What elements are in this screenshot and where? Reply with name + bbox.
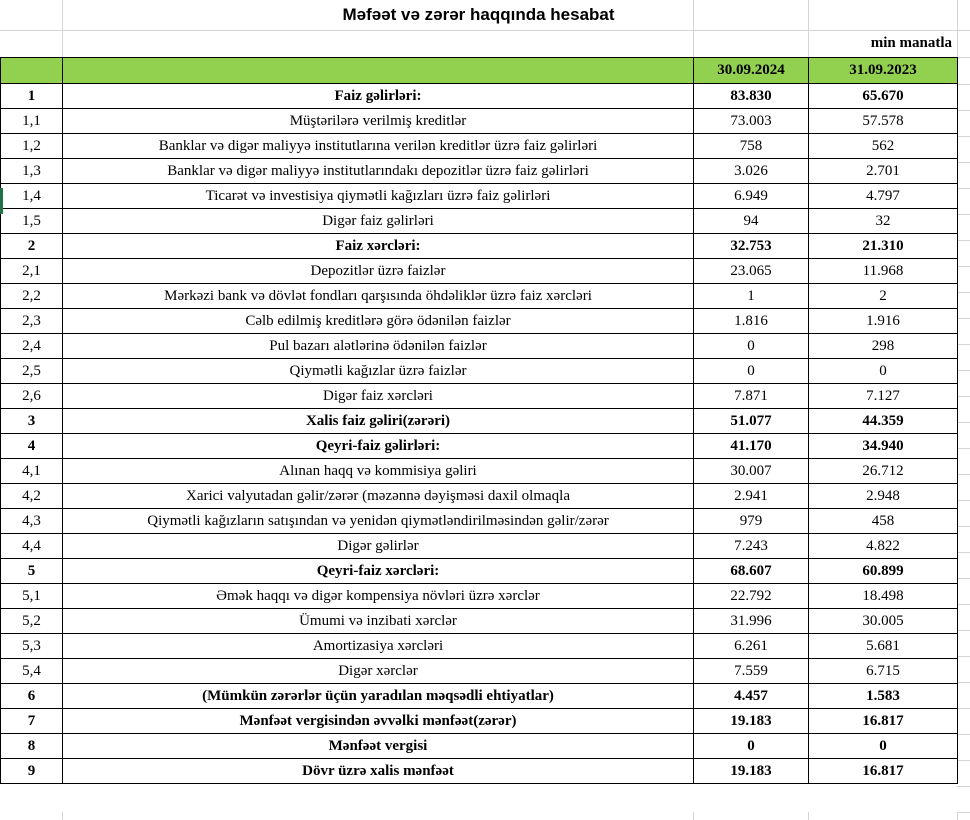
- row-number-cell[interactable]: 2,2: [1, 284, 63, 309]
- table-row: [1, 159, 958, 184]
- value-2024-cell[interactable]: 979: [694, 509, 809, 534]
- value-2023-cell[interactable]: 7.127: [809, 384, 958, 409]
- table-row: [1, 684, 958, 709]
- row-number-cell[interactable]: 5,2: [1, 609, 63, 634]
- table-row: [1, 734, 958, 759]
- row-label-cell[interactable]: Dövr üzrə xalis mənfəət: [63, 759, 694, 784]
- selected-cell-indicator: [0, 188, 3, 214]
- row-label-cell[interactable]: Müştərilərə verilmiş kreditlər: [63, 109, 694, 134]
- row-number-cell[interactable]: 1: [1, 84, 63, 109]
- row-number-cell[interactable]: 2,6: [1, 384, 63, 409]
- value-2024-cell[interactable]: 1: [694, 284, 809, 309]
- row-label-cell[interactable]: Cəlb edilmiş kreditlərə görə ödənilən faizlər: [63, 309, 694, 334]
- value-2024-cell[interactable]: 51.077: [694, 409, 809, 434]
- row-number-cell[interactable]: 3: [1, 409, 63, 434]
- value-2023-cell[interactable]: 2.701: [809, 159, 958, 184]
- gridline: [808, 812, 809, 820]
- header-blank-num-cell[interactable]: [1, 58, 63, 84]
- table-row: [1, 759, 958, 784]
- header-date-2024-cell[interactable]: 30.09.2024: [694, 58, 809, 84]
- value-2024-cell[interactable]: 4.457: [694, 684, 809, 709]
- table-row: [1, 334, 958, 359]
- row-number-cell[interactable]: 1,5: [1, 209, 63, 234]
- row-number-cell[interactable]: 2,3: [1, 309, 63, 334]
- table-row: [1, 309, 958, 334]
- row-number-cell[interactable]: 4: [1, 434, 63, 459]
- value-2023-cell[interactable]: 32: [809, 209, 958, 234]
- value-2023-cell[interactable]: 60.899: [809, 559, 958, 584]
- table-row: [1, 584, 958, 609]
- table-row: [1, 134, 958, 159]
- value-2023-cell[interactable]: 1.583: [809, 684, 958, 709]
- row-label-cell[interactable]: (Mümkün zərərlər üçün yaradılan məqsədli ehtiyatlar): [63, 684, 694, 709]
- table-row: [1, 384, 958, 409]
- row-label-cell[interactable]: Pul bazarı alətlərinə ödənilən faizlər: [63, 334, 694, 359]
- row-label-cell[interactable]: Alınan haqq və kommisiya gəliri: [63, 459, 694, 484]
- header-date-2023-cell[interactable]: 31.09.2023: [809, 58, 958, 84]
- value-2024-cell[interactable]: 32.753: [694, 234, 809, 259]
- value-2024-cell[interactable]: 3.026: [694, 159, 809, 184]
- value-2023-cell[interactable]: 4.797: [809, 184, 958, 209]
- table-row: [1, 484, 958, 509]
- row-label-cell[interactable]: Banklar və digər maliyyə institutlarına verilən kreditlər üzrə faiz gəlirləri: [63, 134, 694, 159]
- value-2023-cell[interactable]: 30.005: [809, 609, 958, 634]
- value-2023-cell[interactable]: 26.712: [809, 459, 958, 484]
- row-label-cell[interactable]: Qiymətli kağızların satışından və yenidən qiymətləndirilməsindən gəlir/zərər: [63, 509, 694, 534]
- report-table: [0, 57, 958, 784]
- table-row: [1, 409, 958, 434]
- value-2023-cell[interactable]: 458: [809, 509, 958, 534]
- row-number-cell[interactable]: 2,1: [1, 259, 63, 284]
- value-2024-cell[interactable]: 6.949: [694, 184, 809, 209]
- table-row: [1, 109, 958, 134]
- row-label-cell[interactable]: Xalis faiz gəliri(zərəri): [63, 409, 694, 434]
- value-2024-cell[interactable]: 83.830: [694, 84, 809, 109]
- value-2023-cell[interactable]: 2.948: [809, 484, 958, 509]
- row-number-cell[interactable]: 9: [1, 759, 63, 784]
- row-number-cell[interactable]: 4,2: [1, 484, 63, 509]
- row-number-cell[interactable]: 2,5: [1, 359, 63, 384]
- header-blank-desc-cell[interactable]: [63, 58, 694, 84]
- row-label-cell[interactable]: Mənfəət vergisindən əvvəlki mənfəət(zərər): [63, 709, 694, 734]
- value-2024-cell[interactable]: 94: [694, 209, 809, 234]
- value-2024-cell[interactable]: 6.261: [694, 634, 809, 659]
- row-label-cell[interactable]: Qeyri-faiz xərcləri:: [63, 559, 694, 584]
- report-table-body: [1, 58, 958, 784]
- row-label-cell[interactable]: Mərkəzi bank və dövlət fondları qarşısında öhdəliklər üzrə faiz xərcləri: [63, 284, 694, 309]
- table-row: [1, 709, 958, 734]
- table-row: [1, 534, 958, 559]
- value-2024-cell[interactable]: 758: [694, 134, 809, 159]
- gridline-strip-right: [957, 84, 970, 820]
- row-label-cell[interactable]: Xarici valyutadan gəlir/zərər (məzənnə dəyişməsi daxil olmaqla: [63, 484, 694, 509]
- unit-label[interactable]: min manatla: [870, 35, 952, 51]
- row-number-cell[interactable]: 1,1: [1, 109, 63, 134]
- row-label-cell[interactable]: Mənfəət vergisi: [63, 734, 694, 759]
- value-2023-cell[interactable]: 5.681: [809, 634, 958, 659]
- gridline: [957, 812, 958, 820]
- table-row: [1, 559, 958, 584]
- row-number-cell[interactable]: 4,3: [1, 509, 63, 534]
- value-2023-cell[interactable]: 44.359: [809, 409, 958, 434]
- value-2023-cell[interactable]: 6.715: [809, 659, 958, 684]
- row-number-cell[interactable]: 8: [1, 734, 63, 759]
- table-row: [1, 459, 958, 484]
- value-2023-cell[interactable]: 16.817: [809, 709, 958, 734]
- row-number-cell[interactable]: 1,4: [1, 184, 63, 209]
- row-number-cell[interactable]: 5,4: [1, 659, 63, 684]
- value-2023-cell[interactable]: 0: [809, 359, 958, 384]
- row-label-cell[interactable]: Digər xərclər: [63, 659, 694, 684]
- row-label-cell[interactable]: Digər gəlirlər: [63, 534, 694, 559]
- gridline: [957, 57, 970, 58]
- gridline: [957, 0, 958, 57]
- value-2024-cell[interactable]: 41.170: [694, 434, 809, 459]
- table-row: [1, 634, 958, 659]
- value-2024-cell[interactable]: 22.792: [694, 584, 809, 609]
- table-row: [1, 359, 958, 384]
- row-number-cell[interactable]: 5,3: [1, 634, 63, 659]
- row-label-cell[interactable]: Qiymətli kağızlar üzrə faizlər: [63, 359, 694, 384]
- row-number-cell[interactable]: 6: [1, 684, 63, 709]
- table-row: [1, 234, 958, 259]
- table-row: [1, 209, 958, 234]
- value-2024-cell[interactable]: 7.871: [694, 384, 809, 409]
- value-2024-cell[interactable]: 7.559: [694, 659, 809, 684]
- value-2023-cell[interactable]: 34.940: [809, 434, 958, 459]
- row-number-cell[interactable]: 2,4: [1, 334, 63, 359]
- row-number-cell[interactable]: 5: [1, 559, 63, 584]
- table-row: [1, 284, 958, 309]
- value-2024-cell[interactable]: 30.007: [694, 459, 809, 484]
- row-label-cell[interactable]: Ümumi və inzibati xərclər: [63, 609, 694, 634]
- value-2024-cell[interactable]: 0: [694, 734, 809, 759]
- row-number-cell[interactable]: 4,4: [1, 534, 63, 559]
- row-label-cell[interactable]: Faiz gəlirləri:: [63, 84, 694, 109]
- table-row: [1, 659, 958, 684]
- value-2023-cell[interactable]: 11.968: [809, 259, 958, 284]
- row-label-cell[interactable]: Əmək haqqı və digər kompensiya növləri üzrə xərclər: [63, 584, 694, 609]
- table-row: [1, 184, 958, 209]
- value-2023-cell[interactable]: 4.822: [809, 534, 958, 559]
- value-2024-cell[interactable]: 68.607: [694, 559, 809, 584]
- report-title[interactable]: Məfəət və zərər haqqında hesabat: [342, 5, 615, 24]
- row-number-cell[interactable]: 4,1: [1, 459, 63, 484]
- value-2024-cell[interactable]: 19.183: [694, 709, 809, 734]
- row-label-cell[interactable]: Digər faiz gəlirləri: [63, 209, 694, 234]
- value-2023-cell[interactable]: 18.498: [809, 584, 958, 609]
- row-number-cell[interactable]: 7: [1, 709, 63, 734]
- value-2024-cell[interactable]: 19.183: [694, 759, 809, 784]
- value-2023-cell[interactable]: 1.916: [809, 309, 958, 334]
- value-2023-cell[interactable]: 2: [809, 284, 958, 309]
- row-label-cell[interactable]: Ticarət və investisiya qiymətli kağızları üzrə faiz gəlirləri: [63, 184, 694, 209]
- row-label-cell[interactable]: Amortizasiya xərcləri: [63, 634, 694, 659]
- value-2024-cell[interactable]: 2.941: [694, 484, 809, 509]
- value-2024-cell[interactable]: 31.996: [694, 609, 809, 634]
- row-label-cell[interactable]: Digər faiz xərcləri: [63, 384, 694, 409]
- row-label-cell[interactable]: Depozitlər üzrə faizlər: [63, 259, 694, 284]
- row-number-cell[interactable]: 1,3: [1, 159, 63, 184]
- row-label-cell[interactable]: Banklar və digər maliyyə institutlarındakı depozitlər üzrə faiz gəlirləri: [63, 159, 694, 184]
- gridline: [62, 812, 63, 820]
- table-row: [1, 509, 958, 534]
- table-row: [1, 434, 958, 459]
- value-2024-cell[interactable]: 1.816: [694, 309, 809, 334]
- value-2024-cell[interactable]: 23.065: [694, 259, 809, 284]
- value-2024-cell[interactable]: 73.003: [694, 109, 809, 134]
- row-number-cell[interactable]: 2: [1, 234, 63, 259]
- value-2024-cell[interactable]: 7.243: [694, 534, 809, 559]
- value-2023-cell[interactable]: 57.578: [809, 109, 958, 134]
- table-row: [1, 84, 958, 109]
- row-label-cell[interactable]: Faiz xərcləri:: [63, 234, 694, 259]
- value-2023-cell[interactable]: 21.310: [809, 234, 958, 259]
- value-2023-cell[interactable]: 65.670: [809, 84, 958, 109]
- table-header-row: [1, 58, 958, 84]
- table-row: [1, 259, 958, 284]
- value-2023-cell[interactable]: 0: [809, 734, 958, 759]
- table-row: [1, 609, 958, 634]
- row-number-cell[interactable]: 5,1: [1, 584, 63, 609]
- row-number-cell[interactable]: 1,2: [1, 134, 63, 159]
- gridline: [693, 812, 694, 820]
- value-2023-cell[interactable]: 16.817: [809, 759, 958, 784]
- row-label-cell[interactable]: Qeyri-faiz gəlirləri:: [63, 434, 694, 459]
- value-2024-cell[interactable]: 0: [694, 334, 809, 359]
- value-2024-cell[interactable]: 0: [694, 359, 809, 384]
- value-2023-cell[interactable]: 298: [809, 334, 958, 359]
- value-2023-cell[interactable]: 562: [809, 134, 958, 159]
